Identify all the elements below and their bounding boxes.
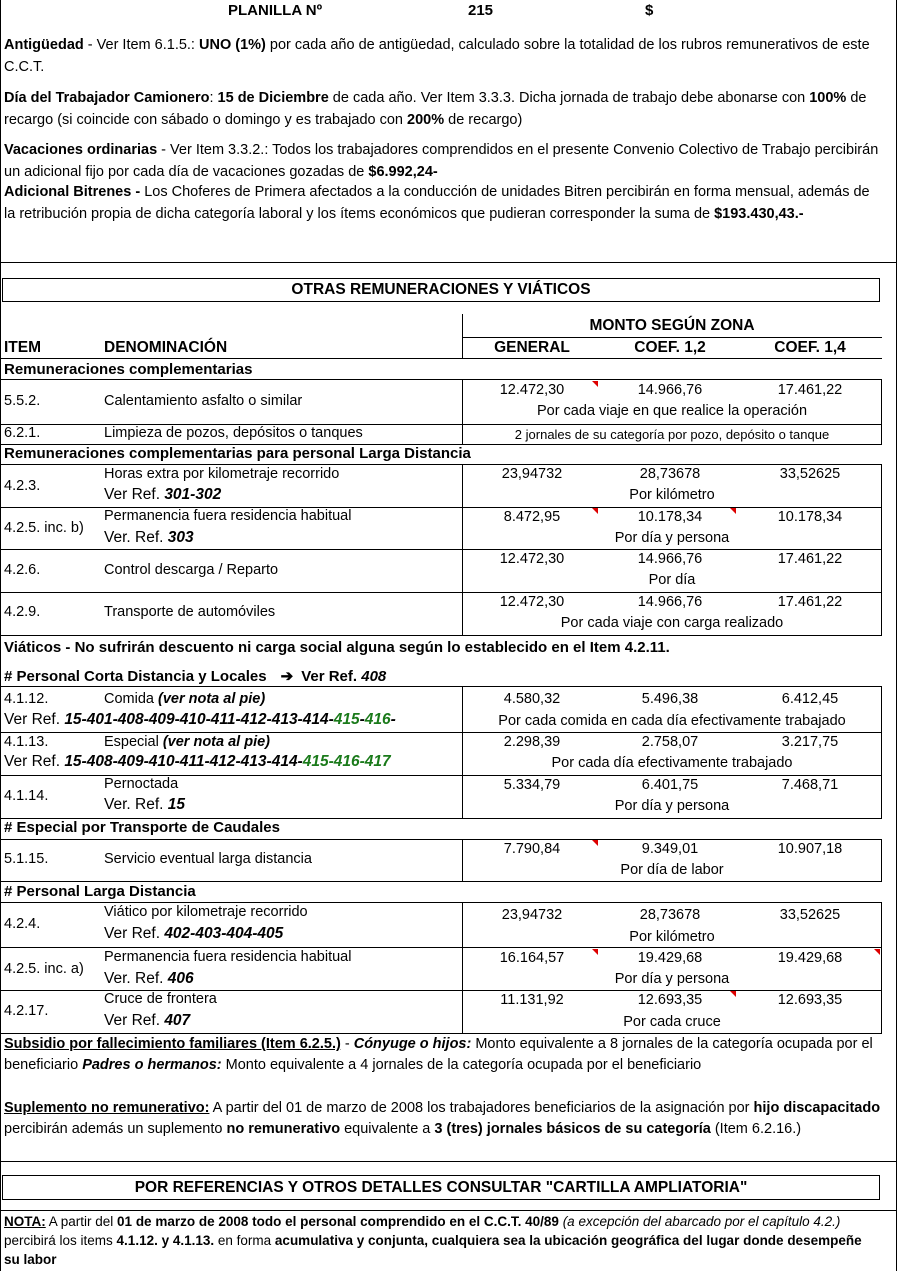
dia-fecha: 15 de Diciembre [217,90,329,106]
item-code: 4.2.3. [4,478,41,494]
value-general: 11.131,92 [500,992,564,1008]
divider [462,337,882,338]
corta-ref: 408 [361,668,387,685]
item-name: Control descarga / Reparto [104,562,279,578]
dia-title: Día del Trabajador Camionero [4,90,210,106]
ref-codes: 402-403-404-405 [164,925,284,942]
currency-symbol: $ [645,2,654,19]
antiguedad-uno: UNO (1%) [199,37,266,53]
ref-label: Ver Ref. [104,486,165,503]
ref-codes: 303 [167,529,194,546]
nota-label: NOTA: [4,1214,46,1229]
value-general: 12.472,30 [499,594,565,610]
value-general: 12.472,30 [499,551,565,567]
column-divider [881,379,882,424]
value-coef14: 10.178,34 [777,509,843,525]
value-general: 7.790,84 [503,841,561,857]
item-ref [104,796,185,814]
value-note: Por cada cruce [623,1014,721,1030]
value-note: Por día [648,572,696,588]
item-code: 5.1.15. [4,851,49,867]
bitrenes-amount: $193.430,43.- [714,205,804,222]
value-note: Por kilómetro [629,929,715,945]
antiguedad-text-2: por cada año de antigüedad, calculado sobre la totalidad de los rubros remunerativos de este C.C.T. [4,37,870,75]
dia-text-2: de cada año. Ver Item 3.3.3. Dicha jornada de trabajo debe abonarse con [328,90,810,106]
item-code: 4.2.17. [4,1003,49,1019]
item-code: 4.2.6. [4,562,41,578]
value-coef14: 12.693,35 [777,992,843,1008]
dia-text: : [209,90,218,106]
value-note: Por cada día efectivamente trabajado [551,755,793,771]
value-general: 12.472,30 [499,382,565,398]
section-viaticos: Viáticos - No sufrirán descuento ni carga social alguna según lo establecido en el Item 4.2.11. [4,639,670,656]
corta-title: # Personal Corta Distancia y Locales [4,668,267,685]
ref-label: Ver Ref. [104,925,165,942]
divider [0,262,897,263]
bitrenes-paragraph [4,182,884,225]
value-coef12: 6.401,75 [641,777,699,793]
ref-label: Ver Ref. [4,753,65,770]
suplemento-bold: hijo discapacitado [753,1100,881,1116]
subsidio-text-3: Monto equivalente a 4 jornales de la categoría ocupada por el beneficiario [221,1057,702,1073]
name-note: (ver nota al pie) [162,734,271,750]
value-general: 23,94732 [501,466,563,482]
divider [0,839,882,840]
planilla-label: PLANILLA Nº [228,2,323,19]
nota-bold: 01 de marzo de 2008 todo el personal comprendido en el C.C.T. 40/89 [117,1214,559,1229]
column-divider [881,902,882,1033]
ref-label: Ver Ref. [4,711,65,728]
divider [0,635,882,636]
monto-header: MONTO SEGÚN ZONA [589,317,755,334]
value-coef12: 14.966,76 [637,382,703,398]
value-note: Por día de labor [620,862,724,878]
section-rem-larga: Remuneraciones complementarias para personal Larga Distancia [4,445,471,462]
section-rem-comp: Remuneraciones complementarias [4,361,253,378]
comment-marker [592,508,598,514]
nota-bold-3: acumulativa y conjunta, cualquiera sea la ubicación geográfica del lugar donde desempeñe su labor [4,1233,862,1267]
ref-codes-green: 415 [333,711,360,728]
arrow-right-icon: ➔ [280,668,294,685]
item-code: 4.2.9. [4,604,41,620]
antiguedad-title: Antigüedad [4,37,84,53]
value-general: 5.334,79 [503,777,561,793]
item-name: Transporte de automóviles [104,604,276,620]
nota-text-2: percibirá los items [4,1233,117,1248]
dia-100: 100% [809,90,847,106]
subsidio-conyuge: Cónyuge o hijos: [353,1036,472,1052]
coef14-header: COEF. 1,4 [774,339,846,356]
subsidio-paragraph [4,1034,884,1076]
value-coef12: 9.349,01 [641,841,699,857]
suplemento-text: A partir del 01 de marzo de 2008 los trabajadores beneficiarios de la asignación por [209,1100,754,1116]
ref-dash: - [359,711,365,728]
item-code: 4.2.5. inc. a) [4,961,84,977]
section-larga: # Personal Larga Distancia [4,883,196,900]
column-divider [462,379,463,424]
value-note: Por día y persona [614,530,730,546]
value-coef12: 10.178,34 [637,509,703,525]
ref-label: Ver. Ref. [104,970,168,987]
column-divider [462,839,463,881]
item-name: Pernoctada [104,776,179,792]
nota-italic: (a excepción del abarcado por el capítulo 4.2.) [558,1214,841,1229]
value-coef14: 10.907,18 [777,841,843,857]
value-coef12: 14.966,76 [637,551,703,567]
planilla-number: 215 [468,2,494,19]
comment-marker [874,949,880,955]
item-ref [104,486,221,504]
column-divider [462,686,463,818]
ref-codes-green: 415-416-417 [302,753,391,770]
divider [0,947,882,948]
comment-marker [730,991,736,997]
vacaciones-paragraph [4,140,884,183]
item-code: 6.2.1. [4,425,41,441]
divider [0,464,882,465]
item-code: 4.1.12. [4,691,49,707]
divider [0,549,882,550]
nota-text-3: en forma [214,1233,275,1248]
ref-codes: 15 [167,796,186,813]
ref-codes-green: 416 [364,711,391,728]
column-divider [881,839,882,881]
column-divider [881,464,882,635]
value-note: Por kilómetro [629,487,715,503]
value-coef14: 19.429,68 [777,950,843,966]
nota-bold-2: 4.1.12. y 4.1.13. [116,1233,215,1248]
suplemento-text-2: percibirán además un suplemento [4,1121,227,1137]
divider [0,592,882,593]
ref-label: Ver Ref. [104,1012,165,1029]
value-coef14: 17.461,22 [777,382,843,398]
vacaciones-title: Vacaciones ordinarias [4,142,158,158]
suplemento-title: Suplemento no remunerativo: [4,1100,210,1116]
coef12-header: COEF. 1,2 [634,339,706,356]
divider [0,686,882,687]
value-note: Por cada comida en cada día efectivamente trabajado [498,713,846,729]
ref-codes: 406 [167,970,194,987]
name-note: (ver nota al pie) [158,691,266,707]
divider [0,1161,897,1162]
subsidio-text-2: Monto equivalente a 8 jornales de la categoría ocupada por el beneficiario [4,1036,873,1073]
item-ref [104,970,194,988]
item-ref [4,753,391,771]
comment-marker [592,381,598,387]
divider [0,902,882,903]
item-code: 4.1.13. [4,734,49,750]
suplemento-text-3: equivalente a [340,1121,435,1137]
denominacion-header: DENOMINACIÓN [104,339,228,356]
divider [0,1210,897,1211]
item-code: 4.1.14. [4,788,49,804]
ref-label: Ver. Ref. [104,529,168,546]
value-general: 2.298,39 [503,734,561,750]
antiguedad-paragraph [4,35,884,78]
name-text: Especial [104,734,163,750]
subsidio-text: - [340,1036,354,1052]
comment-marker [592,840,598,846]
section-corta [4,667,386,685]
value-coef12: 2.758,07 [641,734,699,750]
value-coef12: 14.966,76 [637,594,703,610]
item-ref [104,1012,190,1030]
value-coef12: 12.693,35 [637,992,703,1008]
item-name: Calentamiento asfalto o similar [104,393,303,409]
value-coef12: 5.496,38 [641,691,699,707]
corta-ref-label: Ver Ref. [301,668,358,685]
column-divider [881,686,882,818]
item-code: 5.5.2. [4,393,41,409]
dia-text-4: de recargo) [444,111,523,128]
bitrenes-text: Los Choferes de Primera afectados a la conducción de unidades Bitren percibirán en forma mensual, además de la retribución propia de dicha categoría laboral y los ítems económicos que pudieran corresponder la suma de [4,184,870,222]
item-ref [4,711,396,729]
antiguedad-text: - Ver Item 6.1.5.: [83,37,199,53]
ref-codes: 15-408-409-410-411-412-413-414- [64,753,303,770]
value-coef14: 33,52625 [779,907,841,923]
value-note: Por día y persona [614,971,730,987]
divider [0,732,882,733]
nota-text: A partir del [45,1214,118,1229]
ref-label: Ver. Ref. [104,796,168,813]
ref-codes: 407 [164,1012,191,1029]
item-code: 4.2.5. inc. b) [4,520,84,536]
ref-codes: 301-302 [164,486,222,503]
item-name: Viático por kilometraje recorrido [104,904,308,920]
divider [0,358,882,359]
value-general: 4.580,32 [503,691,561,707]
subsidio-padres: Padres o hermanos: [82,1057,222,1073]
item-ref [104,925,283,943]
dia-trabajador-paragraph [4,88,884,131]
value-note: Por día y persona [614,798,730,814]
item-code: 4.2.4. [4,916,41,932]
suplemento-bold-3: 3 (tres) jornales básicos de su categoría [434,1121,711,1137]
bitrenes-title: Adicional Bitrenes - [4,184,141,200]
value-coef14: 17.461,22 [777,551,843,567]
item-name: Permanencia fuera residencia habitual [104,949,352,965]
value-note: Por cada viaje en que realice la operación [536,403,808,419]
nota-paragraph [4,1212,880,1269]
divider [0,379,882,380]
item-header: ITEM [4,339,42,356]
otras-remuneraciones-banner: OTRAS REMUNERACIONES Y VIÁTICOS [2,278,880,302]
vacaciones-amount: $6.992,24- [368,163,438,180]
comment-marker [730,508,736,514]
value-coef14: 33,52625 [779,466,841,482]
ref-dash: - [390,711,396,728]
dia-text-3: de recargo (si coincide con sábado o domingo y es trabajado con [4,90,867,128]
value-coef14: 3.217,75 [781,734,839,750]
item-ref [104,529,194,547]
vacaciones-text: - Ver Item 3.3.2.: Todos los trabajadores comprendidos en el presente Convenio Colectivo de Trabajo percibirán un adicional fijo por cada día de vacaciones gozadas de [4,142,879,180]
subsidio-title: Subsidio por fallecimiento familiares (Item 6.2.5.) [4,1036,341,1052]
comment-marker [592,949,598,955]
value-coef12: 19.429,68 [637,950,703,966]
value-general: 8.472,95 [503,509,561,525]
item-name: Horas extra por kilometraje recorrido [104,466,340,482]
ref-codes: 15-401-408-409-410-411-412-413-414- [64,711,334,728]
dia-200: 200% [407,111,445,128]
value-note: Por cada viaje con carga realizado [560,615,784,631]
value-coef12: 28,73678 [639,907,701,923]
item-name: Permanencia fuera residencia habitual [104,508,352,524]
value-coef14: 17.461,22 [777,594,843,610]
referencias-banner: POR REFERENCIAS Y OTROS DETALLES CONSULTAR "CARTILLA AMPLIATORIA" [2,1175,880,1200]
divider [0,881,882,882]
column-divider [462,902,463,1033]
value-note: 2 jornales de su categoría por pozo, depósito o tanque [514,427,830,442]
value-general: 16.164,57 [499,950,565,966]
item-name: Servicio eventual larga distancia [104,851,312,867]
column-divider [462,464,463,635]
item-name: Limpieza de pozos, depósitos o tanques [104,425,363,441]
suplemento-bold-2: no remunerativo [226,1121,341,1137]
section-caudales: # Especial por Transporte de Caudales [4,819,280,836]
value-coef12: 28,73678 [639,466,701,482]
suplemento-paragraph [4,1098,884,1140]
name-text: Comida [104,691,158,707]
value-general: 23,94732 [501,907,563,923]
column-divider [881,424,882,444]
general-header: GENERAL [494,339,570,356]
suplemento-text-4: (Item 6.2.16.) [710,1121,802,1137]
item-name [104,734,270,750]
item-name: Cruce de frontera [104,991,217,1007]
column-divider [462,424,463,444]
value-coef14: 6.412,45 [781,691,839,707]
value-coef14: 7.468,71 [781,777,839,793]
item-name [104,691,265,707]
